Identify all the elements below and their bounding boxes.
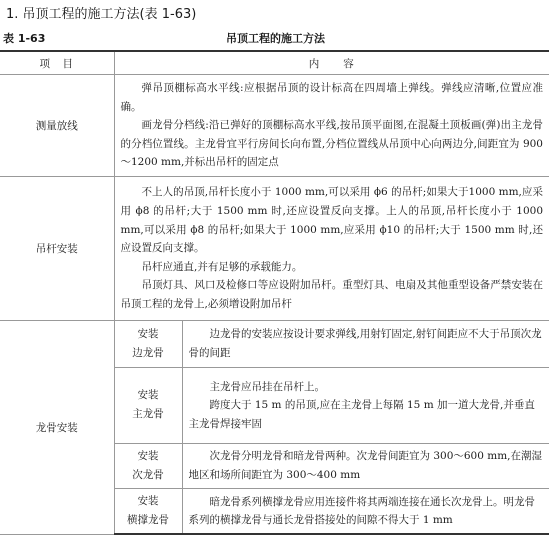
table-header-row	[0, 51, 549, 75]
subrow-content	[182, 488, 549, 534]
content-paragraph: 暗龙骨系列横撑龙骨应用连接件将其两端连接在通长次龙骨上。明龙骨系列的横撑龙骨与通长龙骨搭接处的间隙不得大于 1 mm	[188, 495, 535, 527]
construction-method-table	[0, 50, 549, 535]
subrow-label	[114, 488, 182, 534]
content-paragraph: 画龙骨分档线:沿已弹好的顶棚标高水平线,按吊顶平面图,在混凝土顶板画(弹)出主龙骨的分档位置线。主龙骨宜平行房间长向布置,分档位置线从吊顶中心向两边分,间距宜为 900～1200 mm,并标出吊杆的固定点	[120, 119, 543, 169]
subrow-label-line: 次龙骨	[132, 468, 164, 481]
table-number: 表 1-63	[3, 32, 46, 45]
subrow-label-line: 安装	[137, 327, 159, 340]
content-paragraph: 吊杆应通直,并有足够的承载能力。	[141, 260, 303, 273]
row-content	[114, 176, 549, 320]
content-paragraph: 跨度大于 15 m 的吊顶,应在主龙骨上每隔 15 m 加一道大龙骨,并垂直主龙骨焊接牢固	[188, 399, 535, 430]
subrow-label-line: 安装	[137, 495, 159, 508]
table-row	[0, 75, 549, 177]
subrow-label-line: 安装	[137, 449, 159, 462]
subrow-content	[182, 367, 549, 443]
subrow-label	[114, 443, 182, 488]
content-paragraph: 边龙骨的安装应按设计要求弹线,用射钉固定,射钉间距应不大于吊顶次龙骨的间距	[188, 328, 542, 359]
content-paragraph: 吊顶灯具、风口及检修口等应设附加吊杆。重型灯具、电扇及其他重型设备严禁安装在吊顶工程的龙骨上,必须增设附加吊杆	[120, 279, 543, 310]
subrow-label	[114, 367, 182, 443]
header-item: 项 目	[0, 51, 114, 75]
table-row	[0, 320, 549, 367]
subrow-content	[182, 320, 549, 367]
content-paragraph: 次龙骨分明龙骨和暗龙骨两种。次龙骨间距宜为 300～600 mm,在潮湿地区和场所间距宜为 300～400 mm	[188, 450, 543, 481]
content-paragraph: 弹吊顶棚标高水平线:应根据吊顶的设计标高在四周墙上弹线。弹线应清晰,位置应准确。	[120, 82, 543, 113]
row-item-label: 龙骨安装	[0, 320, 114, 534]
table-caption	[0, 30, 551, 48]
header-content: 内 容	[114, 51, 549, 75]
subrow-label	[114, 320, 182, 367]
table-title: 吊顶工程的施工方法	[226, 32, 325, 45]
subrow-label-line: 安装	[137, 389, 159, 402]
subrow-content	[182, 443, 549, 488]
row-content	[114, 75, 549, 177]
subrow-label-line: 边龙骨	[132, 346, 164, 359]
section-heading: 1. 吊顶工程的施工方法(表 1-63)	[6, 7, 197, 22]
subrow-label-line: 横撑龙骨	[127, 514, 169, 527]
content-paragraph: 不上人的吊顶,吊杆长度小于 1000 mm,可以采用 ϕ6 的吊杆;如果大于1000 mm,应采用 ϕ8 的吊杆;大于 1500 mm 时,还应设置反向支撑。上人的吊顶,吊杆长度小于 1000 mm,可以采用 ϕ8 的吊杆;如果大于 1000 mm,应采用 ϕ10 的吊杆;大于 1500 mm 时,还应设置反向支撑。	[120, 186, 543, 255]
subrow-label-line: 主龙骨	[132, 408, 164, 421]
row-item-label: 吊杆安装	[0, 176, 114, 320]
table-row	[0, 176, 549, 320]
row-item-label: 测量放线	[0, 75, 114, 177]
content-paragraph: 主龙骨应吊挂在吊杆上。	[209, 380, 325, 393]
